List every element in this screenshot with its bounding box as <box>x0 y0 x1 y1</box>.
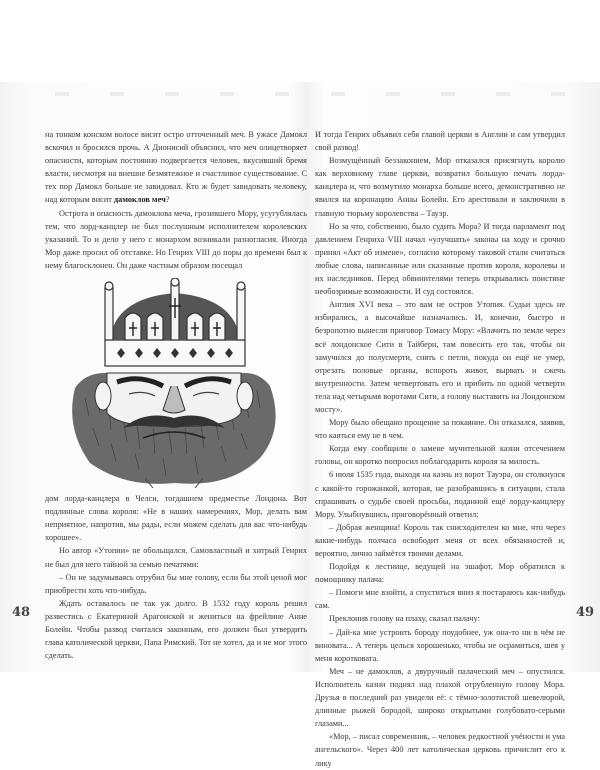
paragraph: – Помоги мне взойти, а спуститься вниз я постараюсь как-нибудь сам. <box>315 588 565 611</box>
paragraph: Подойдя к лестнице, ведущей на эшафот, Мор обратился к помощнику палача: <box>315 562 565 585</box>
paragraph: Преклонив голову на плаху, сказал палачу: <box>329 614 480 624</box>
paragraph: И тогда Генрих объявил себя главой церкви в Англии и сам утвердил свой развод! <box>315 130 565 153</box>
king-illustration <box>45 278 307 488</box>
paragraph: на тонком конском волосе висит остро отточенный меч. В ужасе Дамокл вскочил и бросился прочь. А Дионисий объяснил, что меч олицетворяет опасности, которым постоянно подвергается человек, вкусивший бремя власти, несмотря на внешне безмятежное и счастливое существование. С тех пор Дамокл больше не завидовал. Кто ж будет завидовать человеку, над которым висит дамоклов меч? <box>45 130 307 205</box>
paragraph: Меч – не дамоклов, а двуручный палаческий меч – опустился. Исполнитель казни поднял над плахой отрубленную голову Мора. Друзья в последний раз увидели её: с тёмно-золотистой шевелюрой, длинные рыжей бородой, широко открытыми голубовато-серыми глазами... <box>315 666 565 729</box>
paragraph: Мору было обещано прощение за покаяние. Он отказался, заявив, что каяться ему не в чем. <box>315 418 565 441</box>
paragraph: – Добрая женщина! Король так снисходителен ко мне, что через какие-нибудь полчаса освободит меня от всех обязанностей и, вероятно, лично займётся твоими делами. <box>315 522 565 558</box>
paragraph: Но автор «Утопии» не обольщался. Самовластный и хитрый Генрих не был для него тайной за семью печатями: <box>45 546 307 569</box>
paragraph: дом лорда-канцлера в Челси, тогдашнем предместье Лондона. Вот подлинные слова короля: «Не в наших намерениях, Мор, делать вам неприятное, напротив, мы рады, если можем сделать для вас что-нибудь хорошее». <box>45 494 307 543</box>
paragraph: Возмущённый беззаконием, Мор отказался присягнуть королю как верховному главе церкви, возвратил большую печать лорда-канцлера и, что возмутило монарха больше всего, демонстративно не явился на коронацию Анны Болейн. Его арестовали и заключили в главную тюрьму королевства – Тауэр. <box>315 156 565 218</box>
king-drawing-icon <box>45 278 307 488</box>
paragraph: Когда ему сообщили о замене мучительной казни отсечением головы, он коротко попросил поблагодарить короля за милость. <box>315 444 565 467</box>
page-number-left: 48 <box>12 605 31 620</box>
paragraph: Англия XVI века – это вам не остров Утопия. Судьи здесь не избирались, а высочайше назначались. И, конечно, быстро и безропотно вынесли приговор Томасу Мору: «Влачить по земле через всё лондонское Сити в Тайберн, там повесить его так, чтобы он замучился до полусмерти, снять с петли, покуда он ещё не умер, отрезать половые органы, вспороть живот, вырвать и сжечь внутренности. Затем четвертовать его и прибить по одной четверти тела над четырьмя воротами Сити, а голову выставить на Лондонском мосту». <box>315 300 565 414</box>
right-page <box>315 128 565 770</box>
paragraph: «Мор, – писал современник, – человек редкостной учёности и ума ангельского». Через 400 лет католическая церковь причислит его к лику <box>315 732 565 768</box>
paragraph: Ждать оставалось не так уж долго. В 1532 году король решил развестись с Екатериной Арагонской и жениться на фрейлине Анне Болейн. Чтобы развод считался законным, его должен был утвердить глава католической церкви, Папа Римский. Тот не хотел, да и не мог этого сделать. <box>45 598 307 661</box>
paragraph: Острота и опасность дамоклова меча, грозившего Мору, усугублялась тем, что лорд-канцлер не был послушным исполнителем королевских указаний. То и дело у него с монархом возникали разногласия. Иногда Мор даже просил об отставке. Но Генрих VIII до поры до времени был к нему благосклонен. Он даже частным образом посещал <box>45 208 307 270</box>
bleed-through-marks <box>55 92 565 98</box>
paragraph: – Дай-ка мне устроить бороду поудобнее, уж она-то ни в чём не виновата... А теперь целься хорошенько, чтобы не осрамиться, шея у меня коротковата. <box>315 627 565 663</box>
left-page <box>45 128 307 662</box>
paragraph: Но за что, собственно, было судить Мора? И тогда парламент под давлением Генриха VIII начал «улучшать» законы на ходу и срочно принял «Акт об измене», согласно которому таковой стали считаться любые слова, написанные или сказанные против короля, королевы и их наследников. Перед обвинителями теперь открывались поистине необозримые возможности. И суд состоялся. <box>315 221 565 297</box>
bold-term: дамоклов меч <box>113 195 166 205</box>
page-number-right: 49 <box>576 605 595 620</box>
paragraph: – Он не задумываясь отрубил бы мне голову, если бы этой ценой мог приобрести хоть что-нибудь. <box>45 572 307 595</box>
paragraph: 6 июля 1535 года, выходя на казнь из ворот Тауэра, он столкнулся с какой-то горожанкой, которая, не разобравшись в ситуации, стала спрашивать о судьбе своей просьбы, поданной ещё лорду-канцлеру Мору. Улыбнувшись, приговорённый ответил: <box>315 470 565 519</box>
